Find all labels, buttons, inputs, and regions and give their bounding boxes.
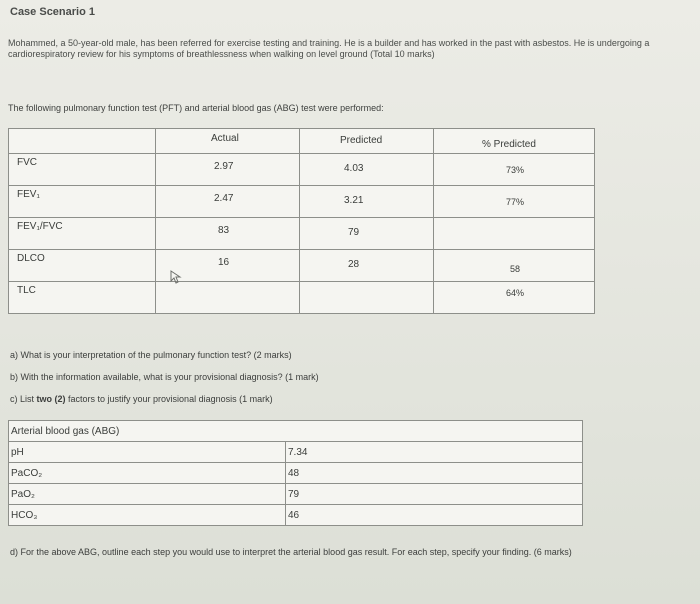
pft-header-pct: % Predicted: [434, 129, 595, 154]
actual-value: 83: [218, 225, 230, 236]
table-row: [9, 282, 595, 314]
abg-value: 46: [286, 505, 583, 526]
mouse-cursor-icon: [170, 270, 182, 287]
predicted-value: 4.03: [344, 163, 364, 174]
question-a: a) What is your interpretation of the pulmonary function test? (2 marks): [10, 350, 292, 360]
actual-value: 16: [218, 257, 230, 268]
table-row: [9, 186, 595, 218]
pft-intro: The following pulmonary function test (PFT) and arterial blood gas (ABG) test were performed:: [8, 103, 384, 113]
case-title: Case Scenario 1: [10, 6, 95, 18]
case-description: Mohammed, a 50-year-old male, has been referred for exercise testing and training. He is a builder and has worked in the past with asbestos. He is undergoing a cardiorespiratory review for his symptoms of breathlessness when walking on level ground (Total 10 marks): [8, 38, 650, 59]
abg-value: 7.34: [286, 442, 583, 463]
table-row: [9, 463, 583, 484]
row-label: FEV₁/FVC: [17, 221, 63, 232]
pct-value: 64%: [506, 288, 525, 298]
question-b: b) With the information available, what is your provisional diagnosis? (1 mark): [10, 372, 319, 382]
abg-value: 79: [286, 484, 583, 505]
pft-table: [8, 128, 595, 314]
row-label: FVC: [17, 157, 37, 168]
table-row: [9, 484, 583, 505]
table-row: [9, 250, 595, 282]
actual-value: 2.47: [214, 193, 234, 204]
pct-value: 77%: [506, 197, 525, 207]
pft-header-predicted: Predicted: [300, 129, 434, 154]
abg-header: Arterial blood gas (ABG): [9, 421, 583, 442]
abg-label: HCO₃: [9, 505, 286, 526]
abg-value: 48: [286, 463, 583, 484]
predicted-value: 79: [348, 227, 360, 238]
predicted-value: 3.21: [344, 195, 364, 206]
predicted-value: 28: [348, 259, 360, 270]
table-row: [9, 218, 595, 250]
pft-header-actual: Actual: [156, 129, 300, 154]
question-c: c) List two (2) factors to justify your provisional diagnosis (1 mark): [10, 394, 273, 404]
question-d: d) For the above ABG, outline each step you would use to interpret the arterial blood gas result. For each step, specify your finding. (6 marks): [10, 547, 572, 557]
abg-table: [8, 420, 583, 526]
pct-value: 58: [510, 264, 521, 274]
abg-label: pH: [9, 442, 286, 463]
table-row: [9, 154, 595, 186]
pft-header-row: [9, 129, 595, 154]
row-label: TLC: [17, 285, 36, 296]
row-label: DLCO: [17, 253, 45, 264]
abg-header-row: [9, 421, 583, 442]
row-label: FEV₁: [17, 189, 40, 200]
abg-label: PaCO₂: [9, 463, 286, 484]
table-row: [9, 505, 583, 526]
pct-value: 73%: [506, 165, 525, 175]
pft-header-blank: [9, 129, 156, 154]
table-row: [9, 442, 583, 463]
actual-value: 2.97: [214, 161, 234, 172]
abg-label: PaO₂: [9, 484, 286, 505]
